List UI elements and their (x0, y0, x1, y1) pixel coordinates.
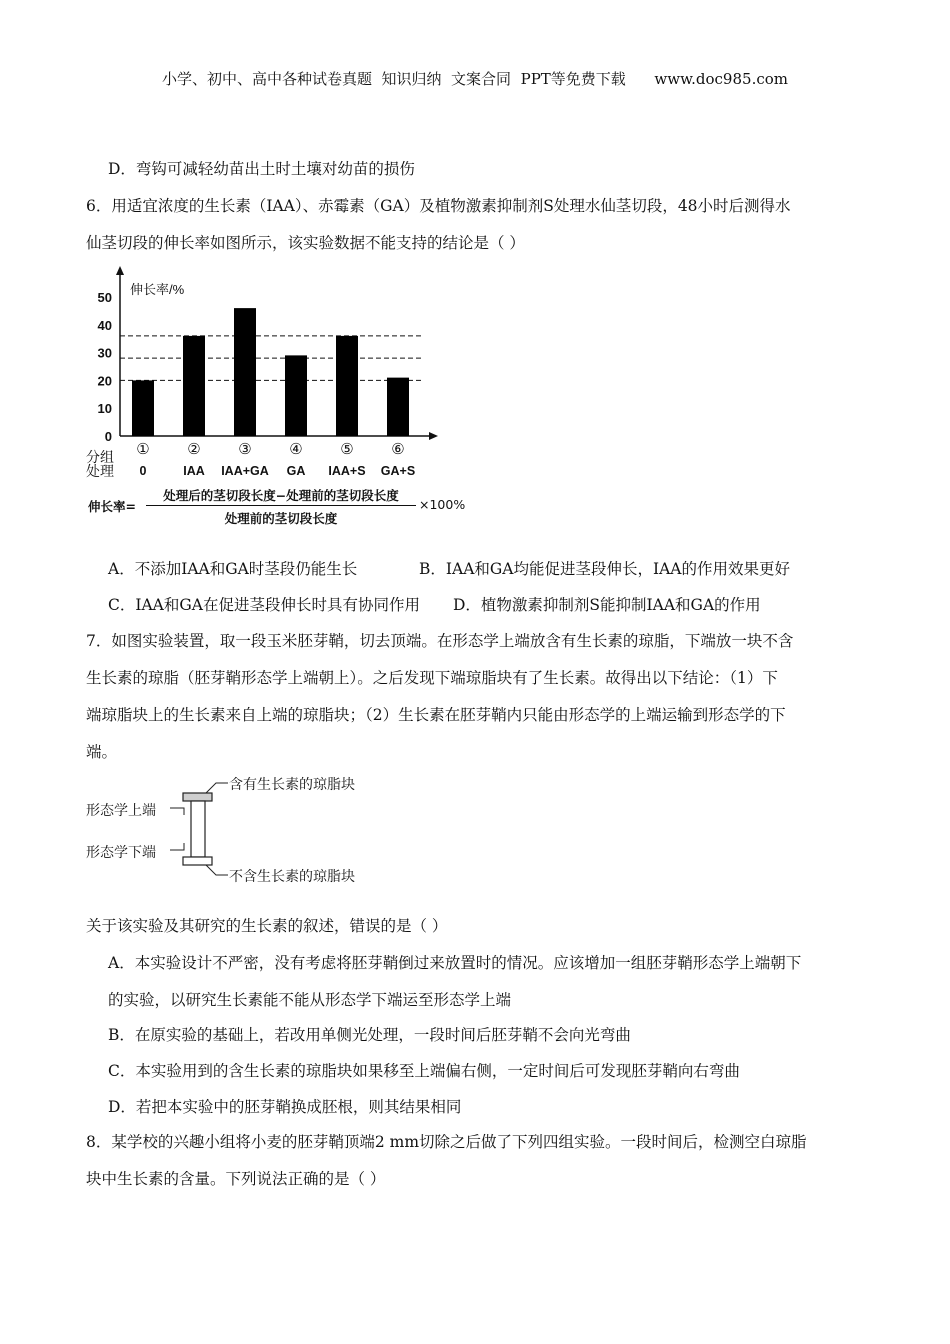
coleoptile-segment (191, 801, 205, 857)
group-label: ③ (238, 441, 252, 458)
lower-end-bracket (170, 843, 184, 850)
group-label: ② (187, 441, 201, 458)
top-agar-block (183, 793, 212, 801)
row-label-group: 分组 (86, 449, 114, 465)
group-label: ① (136, 441, 150, 458)
formula-factor: ×100% (419, 497, 466, 512)
formula-numerator: 处理后的茎切段长度−处理前的茎切段长度 (163, 488, 399, 503)
coleoptile-diagram (86, 770, 386, 888)
x-axis-arrow (429, 432, 438, 440)
y-tick-label: 30 (97, 345, 112, 361)
formula-lhs: 伸长率= (88, 499, 136, 514)
bar-5 (336, 336, 358, 436)
q7-option-d: D．若把本实验中的胚芽鞘换成胚根，则其结果相同 (108, 1098, 462, 1116)
bar-1 (132, 380, 154, 436)
group-label: ⑥ (391, 441, 405, 458)
q7-stem-line4: 端。 (86, 743, 118, 761)
y-tick-label: 50 (97, 290, 112, 305)
label-lower-end: 形态学下端 (86, 845, 156, 861)
bar-3 (234, 308, 256, 436)
category-label: 0 (139, 464, 147, 478)
label-top-block: 含有生长素的琼脂块 (229, 777, 355, 793)
label-bottom-block: 不含生长素的琼脂块 (229, 869, 355, 885)
q7-option-a-line2: 的实验，以研究生长素能不能从形态学下端运至形态学上端 (108, 991, 512, 1009)
y-tick-label: 40 (97, 317, 112, 333)
q8-stem-line2: 块中生长素的含量。下列说法正确的是（ ） (86, 1170, 386, 1188)
q6-stem-line1: 6．用适宜浓度的生长素（IAA）、赤霉素（GA）及植物激素抑制剂S处理水仙茎切段，48小时后测得水 (86, 197, 791, 215)
bottom-agar-block (183, 857, 212, 865)
q6-option-c: C．IAA和GA在促进茎段伸长时具有协同作用 (108, 596, 420, 614)
category-label: IAA (183, 464, 205, 478)
bottom-block-leader (206, 865, 228, 875)
q7-question: 关于该实验及其研究的生长素的叙述，错误的是（ ） (86, 917, 448, 935)
q6-option-b: B．IAA和GA均能促进茎段伸长，IAA的作用效果更好 (419, 560, 790, 578)
q5-option-d: D．弯钩可减轻幼苗出土时土壤对幼苗的损伤 (108, 160, 415, 178)
q6-stem-line2: 仙茎切段的伸长率如图所示，该实验数据不能支持的结论是（ ） (86, 234, 525, 252)
label-upper-end: 形态学上端 (86, 803, 156, 819)
y-tick-label: 20 (97, 373, 112, 389)
q7-stem-line3: 端琼脂块上的生长素来自上端的琼脂块；（2）生长素在胚芽鞘内只能由形态学的上端运输到形态学的下 (86, 706, 786, 724)
q7-option-c: C．本实验用到的含生长素的琼脂块如果移至上端偏右侧，一定时间后可发现胚芽鞘向右弯曲 (108, 1062, 740, 1080)
group-label: ④ (289, 441, 303, 458)
y-axis-label: 伸长率/% (130, 282, 185, 297)
q8-stem-line1: 8．某学校的兴趣小组将小麦的胚芽鞘顶端2 mm切除之后做了下列四组实验。一段时间后，检测空白琼脂 (86, 1133, 807, 1151)
q6-option-a: A．不添加IAA和GA时茎段仍能生长 (108, 560, 358, 578)
q7-option-b: B．在原实验的基础上，若改用单侧光处理，一段时间后胚芽鞘不会向光弯曲 (108, 1026, 631, 1044)
fraction-bar (146, 505, 416, 506)
bar-4 (285, 355, 307, 436)
q7-option-a-line1: A．本实验设计不严密，没有考虑将胚芽鞘倒过来放置时的情况。应该增加一组胚芽鞘形态学上端朝下 (108, 954, 802, 972)
y-tick-label: 0 (104, 429, 112, 444)
bar-6 (387, 378, 409, 436)
q6-option-d: D．植物激素抑制剂S能抑制IAA和GA的作用 (453, 596, 761, 614)
category-label: GA (286, 464, 306, 478)
category-label: IAA+S (328, 464, 366, 478)
y-tick-label: 10 (97, 401, 112, 417)
bar-2 (183, 336, 205, 436)
page-header: 小学、初中、高中各种试卷真题 知识归纳 文案合同 PPT等免费下载 www.doc985.com (161, 70, 788, 88)
row-label-treatment: 处理 (86, 463, 114, 479)
y-axis-arrow (116, 266, 124, 275)
elongation-formula (88, 486, 488, 526)
category-label: GA+S (380, 464, 416, 478)
formula-denominator: 处理前的茎切段长度 (224, 511, 338, 526)
q7-stem-line1: 7．如图实验装置，取一段玉米胚芽鞘，切去顶端。在形态学上端放含有生长素的琼脂，下端放一块不含 (86, 632, 794, 650)
top-block-leader (206, 783, 228, 793)
category-label: IAA+GA (221, 464, 269, 478)
q7-stem-line2: 生长素的琼脂（胚芽鞘形态学上端朝上）。之后发现下端琼脂块有了生长素。故得出以下结论：（1）下 (86, 669, 778, 687)
group-label: ⑤ (340, 441, 354, 458)
upper-end-bracket (170, 808, 184, 815)
